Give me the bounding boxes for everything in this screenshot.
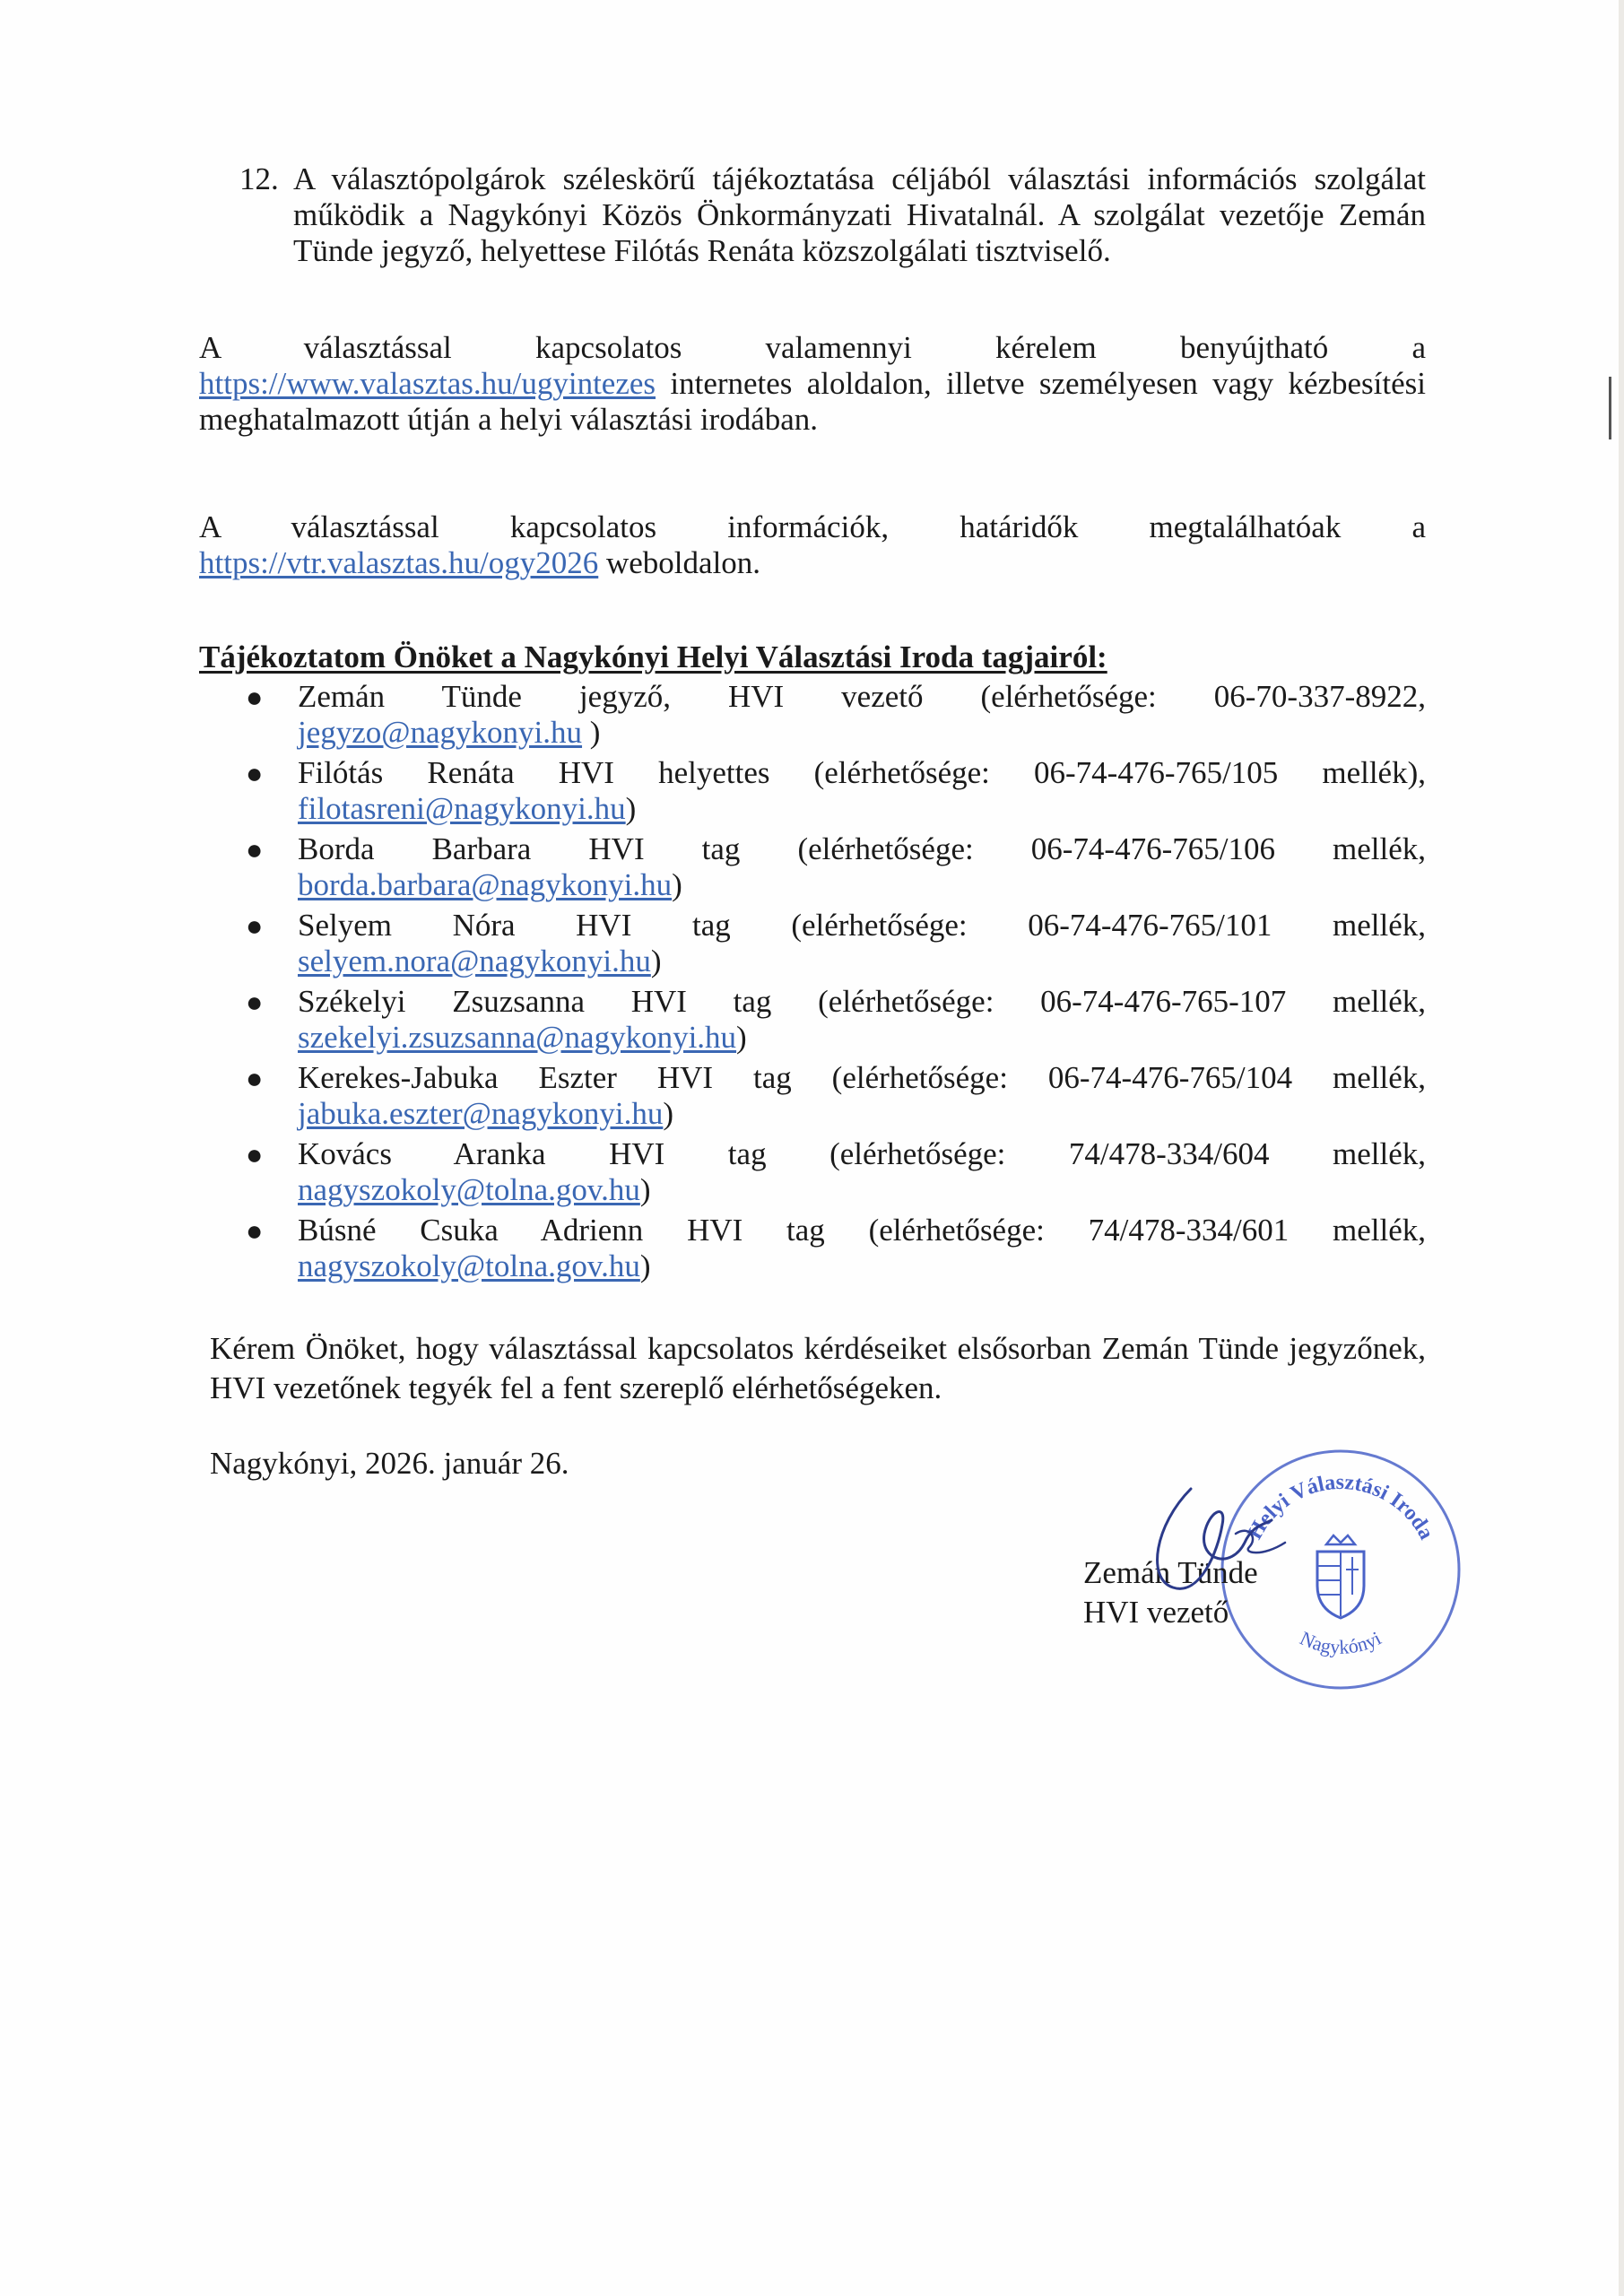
- place-date: Nagykónyi, 2026. január 26.: [210, 1446, 569, 1481]
- info-paragraph: [199, 509, 1426, 581]
- list-item: [199, 1213, 1426, 1284]
- requests-rest: [199, 366, 1426, 438]
- info-rest: [199, 545, 1426, 581]
- bullet-icon: ●: [246, 757, 264, 789]
- member-close: ): [736, 1020, 747, 1055]
- member-email-link[interactable]: jegyzo@nagykonyi.hu: [298, 715, 583, 750]
- info-suffix: weboldalon.: [598, 545, 761, 580]
- bullet-icon: ●: [246, 1214, 264, 1247]
- member-close: ): [625, 791, 637, 826]
- member-details: Filótás Renáta HVI helyettes (elérhetősége: 06-74-476-765/105 mellék),: [298, 755, 1426, 790]
- list-item: [199, 755, 1426, 827]
- stamp-bottom-text: Nagykónyi: [1296, 1626, 1385, 1658]
- list-item: [199, 831, 1426, 903]
- requests-suffix: internetes aloldalon, illetve személyesen vagy kézbesítési meghatalmazott útján a helyi választási irodában.: [199, 366, 1426, 437]
- requests-paragraph: [199, 330, 1426, 438]
- member-close: ): [672, 867, 682, 902]
- handwritten-signature: [1137, 1471, 1290, 1596]
- vtr-link[interactable]: https://vtr.valasztas.hu/ogy2026: [199, 545, 599, 580]
- ugyintezes-link[interactable]: https://www.valasztas.hu/ugyintezes: [199, 366, 656, 401]
- member-close: ): [639, 1248, 651, 1283]
- list-item: [199, 1060, 1426, 1132]
- info-prefix: A választással kapcsolatos információk, határidők megtalálhatóak a: [199, 509, 1426, 544]
- member-details: Kovács Aranka HVI tag (elérhetősége: 74/478-334/604 mellék,: [298, 1136, 1426, 1171]
- member-details: Borda Barbara HVI tag (elérhetősége: 06-74-476-765/106 mellék,: [298, 831, 1426, 866]
- bullet-icon: ●: [246, 986, 264, 1018]
- member-details: Zemán Tünde jegyző, HVI vezető (elérhetősége: 06-70-337-8922,: [298, 679, 1426, 714]
- member-close: ): [663, 1096, 674, 1131]
- member-email-link[interactable]: borda.barbara@nagykonyi.hu: [298, 867, 673, 902]
- member-details: Selyem Nóra HVI tag (elérhetősége: 06-74-476-765/101 mellék,: [298, 908, 1426, 943]
- signatory-name: Zemán Tünde: [1083, 1555, 1258, 1590]
- member-email-link[interactable]: nagyszokoly@tolna.gov.hu: [298, 1248, 640, 1283]
- member-details: Búsné Csuka Adrienn HVI tag (elérhetősége: 74/478-334/601 mellék,: [298, 1213, 1426, 1248]
- member-close: ): [582, 715, 601, 750]
- member-email-link[interactable]: szekelyi.zsuzsanna@nagykonyi.hu: [298, 1020, 737, 1055]
- bullet-icon: ●: [246, 909, 264, 942]
- bullet-icon: ●: [246, 1138, 264, 1170]
- stamp-top-text: Helyi Választási Iroda: [1243, 1471, 1438, 1544]
- item-number: 12.: [239, 161, 279, 196]
- bullet-icon: ●: [246, 681, 264, 713]
- member-email-link[interactable]: selyem.nora@nagykonyi.hu: [298, 944, 651, 978]
- member-email-link[interactable]: jabuka.eszter@nagykonyi.hu: [298, 1096, 664, 1131]
- bullet-icon: ●: [246, 1062, 264, 1094]
- scan-edge: [1619, 0, 1624, 2296]
- list-item: [199, 679, 1426, 751]
- coat-of-arms-icon: [1317, 1535, 1364, 1618]
- members-heading: Tájékoztatom Önöket a Nagykónyi Helyi Választási Iroda tagjairól:: [199, 639, 1107, 674]
- member-close: ): [650, 944, 662, 978]
- member-email-link[interactable]: nagyszokoly@tolna.gov.hu: [298, 1172, 640, 1207]
- member-details: Kerekes-Jabuka Eszter HVI tag (elérhetősége: 06-74-476-765/104 mellék,: [298, 1060, 1426, 1095]
- members-list: [199, 679, 1426, 1289]
- item-12-text: A választópolgárok széleskörű tájékoztatása céljából választási információs szolgálat működik a Nagykónyi Közös Önkormányzati Hivatalnál. A szolgálat vezetője Zemán Tünde jegyző, helyettese Filótás Renáta közszolgálati tisztviselő.: [293, 161, 1426, 268]
- member-email-link[interactable]: filotasreni@nagykonyi.hu: [298, 791, 626, 826]
- list-item: [199, 908, 1426, 979]
- member-details: Székelyi Zsuzsanna HVI tag (elérhetősége: 06-74-476-765-107 mellék,: [298, 984, 1426, 1019]
- item-12: [199, 161, 1426, 269]
- closing-paragraph: Kérem Önöket, hogy választással kapcsolatos kérdéseiket elsősorban Zemán Tünde jegyzőnek, HVI vezetőnek tegyék fel a fent szereplő elérhetőségeken.: [210, 1331, 1426, 1405]
- signatory-title: HVI vezető: [1083, 1595, 1229, 1630]
- list-item: [199, 984, 1426, 1056]
- requests-prefix: A választással kapcsolatos valamennyi kérelem benyújtható a: [199, 330, 1426, 365]
- member-close: ): [639, 1172, 651, 1207]
- scan-mark: [1609, 377, 1611, 439]
- list-item: [199, 1136, 1426, 1208]
- bullet-icon: ●: [246, 833, 264, 865]
